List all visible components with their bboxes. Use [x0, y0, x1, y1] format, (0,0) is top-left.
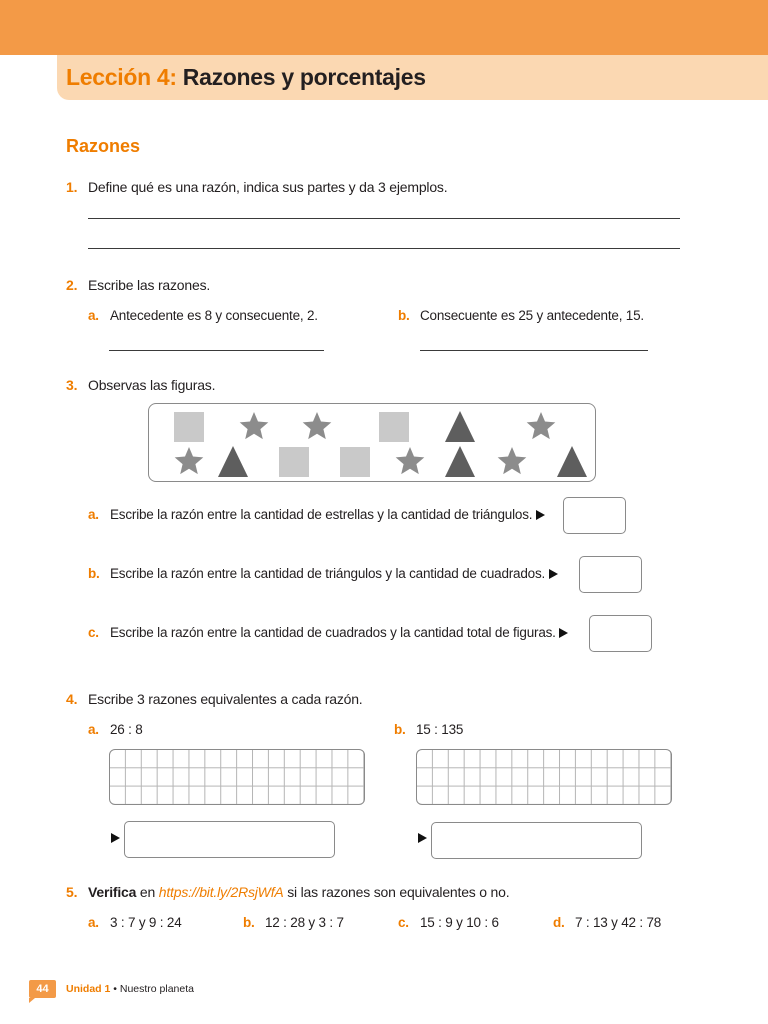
answer-box-3a[interactable]: [563, 497, 626, 534]
arrow-icon: [418, 833, 427, 843]
question-4-text: Escribe 3 razones equivalentes a cada razón.: [88, 691, 363, 707]
question-5-pre: en: [136, 884, 159, 900]
question-2a-text: Antecedente es 8 y consecuente, 2.: [110, 308, 318, 323]
triangle-icon: [557, 446, 587, 477]
lesson-number: Lección 4:: [66, 64, 177, 90]
question-2b-letter: b.: [398, 308, 410, 323]
question-4b: [394, 721, 463, 739]
question-4a: [88, 721, 143, 739]
footer-unit-label: Unidad 1: [66, 983, 111, 995]
verify-link[interactable]: https://bit.ly/2RsjWfA: [158, 884, 284, 900]
question-3-text: Observas las figuras.: [88, 377, 216, 393]
question-4: [66, 690, 362, 708]
star-icon: [240, 412, 269, 439]
question-3c-letter: c.: [88, 625, 99, 640]
question-5a: [88, 914, 182, 932]
question-2a-letter: a.: [88, 308, 99, 323]
question-2: [66, 276, 210, 294]
top-color-bar: [0, 0, 768, 55]
arrow-icon: [111, 833, 120, 843]
square-icon: [340, 447, 370, 477]
question-1-number: 1.: [66, 179, 78, 195]
answer-box-3b[interactable]: [579, 556, 642, 593]
question-4b-ratio: 15 : 135: [416, 722, 464, 737]
question-4b-letter: b.: [394, 722, 406, 737]
star-icon: [175, 447, 204, 474]
lesson-title: [66, 64, 426, 91]
question-5c-text: 15 : 9 y 10 : 6: [420, 915, 499, 930]
page-number: 44: [29, 980, 56, 998]
question-2-text: Escribe las razones.: [88, 277, 211, 293]
question-3b-text: Escribe la razón entre la cantidad de triángulos y la cantidad de cuadrados.: [110, 566, 546, 581]
star-icon: [396, 447, 425, 474]
footer-separator: •: [110, 983, 120, 995]
question-5-post: si las razones son equivalentes o no.: [283, 884, 510, 900]
question-5b-text: 12 : 28 y 3 : 7: [265, 915, 344, 930]
arrow-icon: [536, 510, 545, 520]
question-5d: [553, 914, 661, 932]
star-icon: [498, 447, 527, 474]
section-heading: Razones: [66, 136, 141, 156]
figures-box: [148, 403, 596, 482]
question-4-number: 4.: [66, 691, 78, 707]
question-2a: [88, 307, 318, 325]
answer-line-1b[interactable]: [88, 248, 680, 249]
star-icon: [527, 412, 556, 439]
question-1-text: Define qué es una razón, indica sus partes y da 3 ejemplos.: [88, 179, 448, 195]
answer-line-2a[interactable]: [109, 350, 324, 351]
grid-4a[interactable]: [109, 749, 365, 805]
question-5c-letter: c.: [398, 915, 409, 930]
figures-drawing: [149, 404, 597, 483]
star-icon: [303, 412, 332, 439]
square-icon: [279, 447, 309, 477]
footer-unit: [66, 983, 194, 995]
answer-line-2b[interactable]: [420, 350, 648, 351]
triangle-icon: [445, 411, 475, 442]
question-3b: [88, 565, 558, 583]
page-number-tail: [29, 998, 35, 1003]
answer-box-3c[interactable]: [589, 615, 652, 652]
question-5-verb: Verifica: [88, 884, 137, 900]
arrow-icon: [549, 569, 558, 579]
question-2b: [398, 307, 644, 325]
triangle-icon: [445, 446, 475, 477]
answer-box-4a[interactable]: [124, 821, 335, 858]
question-3a-letter: a.: [88, 507, 99, 522]
question-5b: [243, 914, 344, 932]
question-3c: [88, 624, 568, 642]
question-3a: [88, 506, 545, 524]
question-2b-text: Consecuente es 25 y antecedente, 15.: [420, 308, 644, 323]
question-4a-ratio: 26 : 8: [110, 722, 143, 737]
question-1: [66, 178, 447, 196]
question-4a-letter: a.: [88, 722, 99, 737]
answer-line-1a[interactable]: [88, 218, 680, 219]
question-3b-letter: b.: [88, 566, 100, 581]
question-5a-text: 3 : 7 y 9 : 24: [110, 915, 182, 930]
question-5a-letter: a.: [88, 915, 99, 930]
question-5d-letter: d.: [553, 915, 565, 930]
question-5b-letter: b.: [243, 915, 255, 930]
question-3-number: 3.: [66, 377, 78, 393]
question-3: [66, 376, 215, 394]
question-2-number: 2.: [66, 277, 78, 293]
footer-chapter: Nuestro planeta: [119, 983, 194, 995]
arrow-icon: [559, 628, 568, 638]
question-3c-text: Escribe la razón entre la cantidad de cuadrados y la cantidad total de figuras.: [110, 625, 556, 640]
question-5: [66, 883, 509, 901]
triangle-icon: [218, 446, 248, 477]
lesson-name: Razones y porcentajes: [182, 64, 426, 90]
question-3a-text: Escribe la razón entre la cantidad de estrellas y la cantidad de triángulos.: [110, 507, 533, 522]
grid-4b[interactable]: [416, 749, 672, 805]
answer-box-4b[interactable]: [431, 822, 642, 859]
question-5d-text: 7 : 13 y 42 : 78: [575, 915, 662, 930]
square-icon: [379, 412, 409, 442]
question-5c: [398, 914, 499, 932]
question-5-number: 5.: [66, 884, 78, 900]
square-icon: [174, 412, 204, 442]
